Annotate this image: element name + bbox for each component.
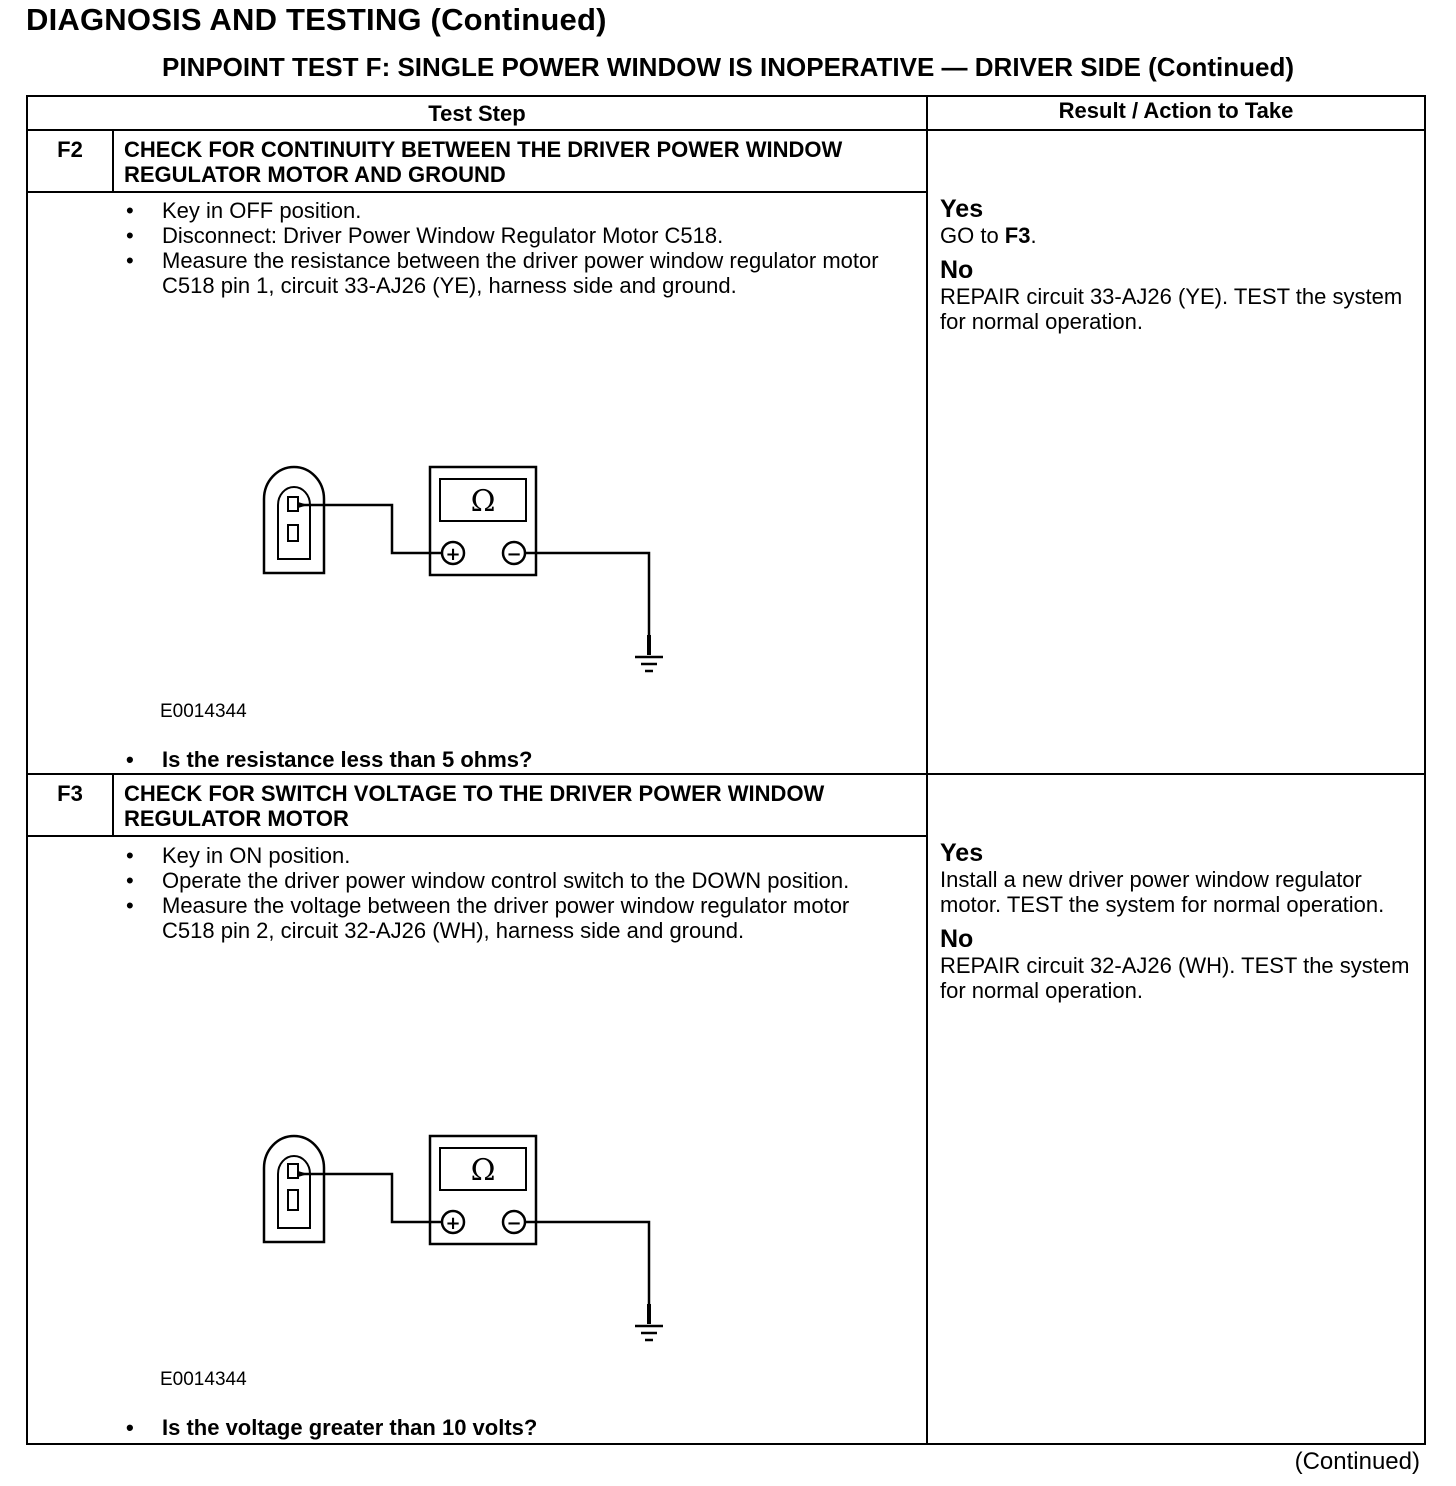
minus-sign: −: [506, 544, 522, 565]
probe-tip: [647, 635, 651, 655]
probe-lead-positive: [300, 1174, 442, 1222]
f3-title-divider: [28, 835, 926, 837]
connector-inner: [278, 1156, 310, 1228]
step-id-f3: F3: [57, 781, 83, 806]
connector-pin-2: [288, 1190, 298, 1210]
minus-sign: −: [506, 1213, 522, 1234]
pinpoint-test-table: [26, 95, 1426, 1445]
f3-voltage-diagram: [258, 1128, 698, 1368]
figure-code-f2: E0014344: [160, 701, 247, 722]
probe-tip: [647, 1304, 651, 1324]
probe-tip-contact: [298, 502, 308, 508]
f2-title-divider: [28, 191, 926, 193]
result-no-text: REPAIR circuit 33-AJ26 (YE). TEST the system for normal operation.: [940, 284, 1403, 334]
step-f2-instructions: [124, 198, 884, 298]
ohm-symbol: Ω: [470, 1153, 496, 1188]
probe-lead-positive: [300, 505, 442, 553]
result-yes-label: Yes: [940, 195, 984, 223]
step-title-f3: CHECK FOR SWITCH VOLTAGE TO THE DRIVER POWER WINDOW REGULATOR MOTOR: [124, 781, 825, 831]
connector-body: [264, 467, 324, 573]
result-f2: [940, 195, 1410, 342]
result-yes-text: Install a new driver power window regulator motor. TEST the system for normal operation.: [940, 867, 1385, 917]
connector-pin-2: [288, 525, 298, 541]
page-header: DIAGNOSIS AND TESTING (Continued): [26, 2, 607, 37]
list-item: • Measure the voltage between the driver power window regulator motor C518 pin 2, circuit 32-AJ26 (WH), harness side and ground.: [124, 893, 884, 943]
connector-pin-1: [288, 497, 298, 511]
step-f3-instructions: [124, 843, 884, 943]
result-no-label: No: [940, 925, 974, 953]
row-divider: [28, 773, 1424, 775]
probe-lead-negative: [525, 1222, 649, 1306]
column-header-result: Result / Action to Take: [1058, 98, 1294, 123]
step-id-f2: F2: [57, 137, 83, 162]
result-yes-label: Yes: [940, 839, 984, 867]
ohm-symbol: Ω: [470, 484, 496, 519]
f2-resistance-diagram: [258, 459, 698, 699]
figure-code-f3: E0014344: [160, 1369, 247, 1390]
connector-pin-1: [288, 1164, 298, 1178]
plus-sign: +: [445, 544, 461, 565]
probe-lead-negative: [525, 553, 649, 637]
question-f2: • Is the resistance less than 5 ohms?: [124, 747, 532, 773]
result-f3: [940, 839, 1410, 1011]
f3-id-divider: [112, 773, 114, 837]
list-item: • Key in ON position.: [124, 843, 884, 868]
column-divider: [926, 97, 928, 1443]
step-title-f2: CHECK FOR CONTINUITY BETWEEN THE DRIVER POWER WINDOW REGULATOR MOTOR AND GROUND: [124, 137, 843, 187]
list-item: • Operate the driver power window control switch to the DOWN position.: [124, 868, 884, 893]
column-header-test-step: Test Step: [428, 101, 526, 126]
probe-tip-contact: [298, 1171, 308, 1177]
header-divider: [28, 129, 1424, 131]
list-item: • Disconnect: Driver Power Window Regulator Motor C518.: [124, 223, 884, 248]
result-yes-text: GO to F3.: [940, 223, 1037, 248]
continued-footer: (Continued): [1294, 1448, 1420, 1475]
result-no-label: No: [940, 256, 974, 284]
list-item: • Measure the resistance between the driver power window regulator motor C518 pin 1, circuit 33-AJ26 (YE), harness side and ground.: [124, 248, 884, 298]
step-reference-f3: F3: [1004, 223, 1031, 248]
plus-sign: +: [445, 1213, 461, 1234]
pinpoint-test-title: PINPOINT TEST F: SINGLE POWER WINDOW IS INOPERATIVE — DRIVER SIDE (Continued): [162, 52, 1294, 82]
question-f3: • Is the voltage greater than 10 volts?: [124, 1415, 537, 1441]
result-no-text: REPAIR circuit 32-AJ26 (WH). TEST the system for normal operation.: [940, 953, 1410, 1003]
f2-id-divider: [112, 129, 114, 193]
list-item: • Key in OFF position.: [124, 198, 884, 223]
